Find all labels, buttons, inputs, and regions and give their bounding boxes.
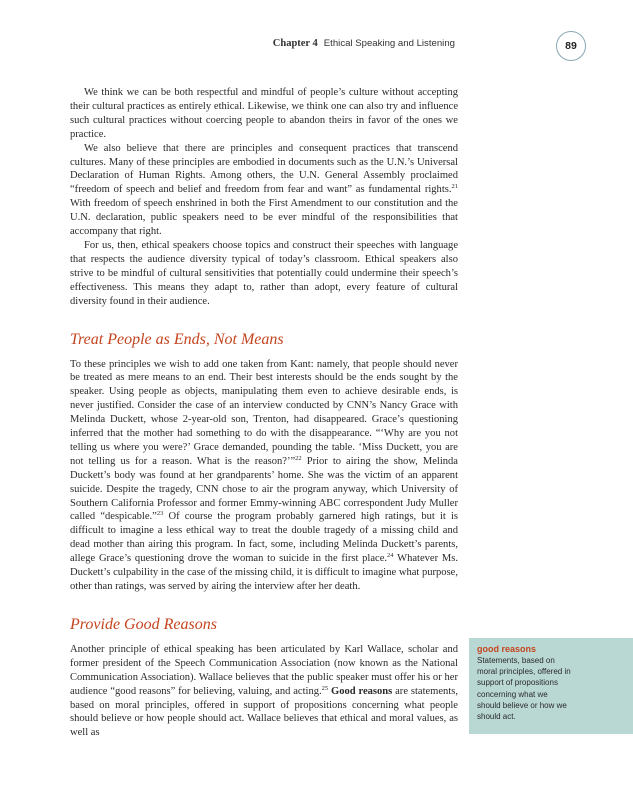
footnote-ref: 25 [321, 684, 329, 692]
paragraph-4: To these principles we wish to add one taken from Kant: namely, that people should never be treated as mere means to an end. Their best interests should be the ends sought by the speaker. Using people as objects, manipulating them even to achieve desirable ends, is never justified. Consider the case of an interview conducted by CNN’s Nancy Grace with Melinda Duckett, whose 2-year-old son, Trenton, had disappeared. Grace’s questioning inferred that the mother had something to do with the disappearance. “‘Why are you not telling us where you were?’ Grace demanded, pounding the table. ‘Miss Duckett, you are not telling us for a reason. What is the reason?’”$^{22}$ Prior to airing the show, Melinda Duckett’s body was found at her grandparents’ home. She was the victim of an apparent suicide. Despite the tragedy, CNN chose to air the program anyway, which University of Southern California Professor and former Emmy-winning ABC correspondent Judy Muller called “despicable.”$^{23}$ Of course the program probably garnered high ratings, but it is difficult to imagine a less ethical way to treat the double tragedy of a missing child and dead mother than airing this program. In fact, some, including Melinda Duckett’s parents, allege Grace’s questioning drove the woman to suicide in the first place.$^{24}$ Whatever Ms. Duckett’s culpability in the case of the missing child, it is difficult to imagine what purpose, other than ratings, was served by airing the interview after her death. [70, 358, 458, 592]
chapter-title: Ethical Speaking and Listening [323, 38, 455, 49]
footnote-ref: 23 [156, 510, 164, 518]
running-header [0, 36, 633, 56]
chapter-label: Chapter 4 [272, 38, 318, 49]
section-heading-good-reasons: Provide Good Reasons [70, 615, 217, 633]
body-text [70, 86, 458, 740]
paragraph-5: Another principle of ethical speaking has been articulated by Karl Wallace, scholar and former president of the Speech Communication Association (now known as the National Communication Association). Wallace believes that the public speaker must offer his or her audience “good reasons” for believing, valuing, and acting.$^{25}$ Good reasons are statements, based on moral principles, offered in support of propositions concerning what people should believe or how people should act. Wallace believes that ethical and moral values, as well as [70, 643, 459, 739]
key-term: Good reasons [331, 685, 393, 697]
glossary-definition: Statements, based on moral principles, offered in support of propositions concerning what we should believe or how we should act. [477, 656, 571, 722]
footnote-ref: 21 [451, 183, 458, 191]
paragraph-1: We think we can be both respectful and mindful of people’s culture without accepting their cultural practices as entirely ethical. Likewise, we think one can also try and influence such cultural practices without coercing people to abandon theirs in favor of the ones we practice. [70, 87, 458, 140]
glossary-term: good reasons [477, 644, 537, 654]
page-number: 89 [556, 31, 586, 61]
paragraph-2: We also believe that there are principles and consequent practices that transcend cultures. Many of these principles are embodied in documents such as the U.N.’s Universal Declaration of Human Rights. Among others, the U.N. General Assembly proclaimed “freedom of speech and belief and freedom from fear and want” as fundamental rights.$^{21}$ With freedom of speech enshrined in both the First Amendment to our constitution and the U.N. declaration, public speakers need to be ever mindful of the responsibilities that accompany that right. [70, 142, 458, 238]
footnote-ref: 24 [387, 552, 394, 560]
footnote-ref: 22 [295, 454, 302, 462]
chapter-heading [273, 38, 455, 49]
paragraph-3: For us, then, ethical speakers choose topics and construct their speeches with language that respects the audience diversity typical of today’s classroom. Ethical speakers also strive to be mindful of cultural sensitivities that potentially could undermine their speech’s effectiveness. This means they adapt to, rather than adopt, every feature of cultural diversity found in their audience. [70, 239, 458, 307]
glossary-sidebar [469, 638, 633, 734]
section-heading-ends-not-means: Treat People as Ends, Not Means [70, 330, 284, 348]
